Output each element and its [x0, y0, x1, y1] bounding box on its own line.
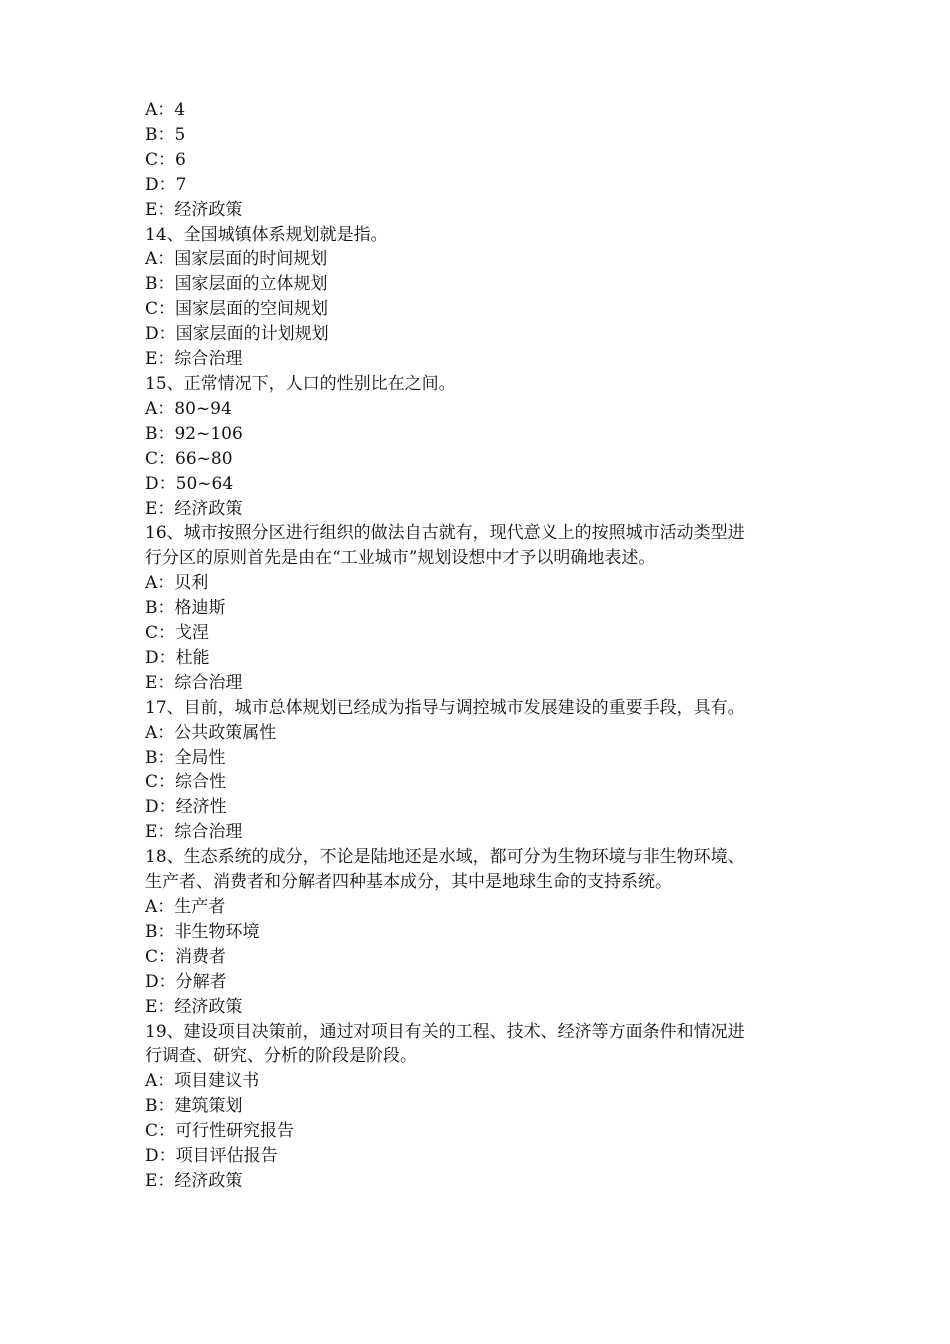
question-text-line-2: 生产者、消费者和分解者四种基本成分，其中是地球生命的支持系统。 [145, 872, 672, 893]
question-19 [145, 1020, 825, 1194]
option-d: D：经济性 [145, 797, 227, 818]
option-e: E：综合治理 [145, 822, 243, 843]
option-c: C：66~80 [145, 448, 233, 469]
option-b: B：格迪斯 [145, 598, 226, 619]
option-e: E：经济政策 [145, 1170, 243, 1191]
option-a: A：公共政策属性 [145, 722, 277, 743]
option-a: A：贝利 [145, 573, 209, 594]
option-c: C：国家层面的空间规划 [145, 299, 329, 320]
question-13-options [145, 98, 825, 223]
option-b: B：建筑策划 [145, 1096, 243, 1117]
option-c: C：6 [145, 149, 186, 170]
question-18 [145, 845, 825, 1019]
option-c: C：消费者 [145, 946, 227, 967]
option-e: E：综合治理 [145, 349, 243, 370]
option-e: E：经济政策 [145, 498, 243, 519]
question-text-line-1: 18、生态系统的成分，不论是陆地还是水域，都可分为生物环境与非生物环境、 [145, 847, 745, 868]
option-e: E：经济政策 [145, 996, 243, 1017]
option-b: B：国家层面的立体规划 [145, 274, 328, 295]
option-b: B：非生物环境 [145, 921, 260, 942]
question-text: 17、目前，城市总体规划已经成为指导与调控城市发展建设的重要手段，具有。 [145, 697, 745, 718]
option-e: E：综合治理 [145, 672, 243, 693]
option-c: C：戈涅 [145, 623, 210, 644]
option-b: B：92~106 [145, 423, 243, 444]
option-d: D：7 [145, 174, 187, 195]
option-a: A：80~94 [145, 398, 232, 419]
option-a: A：生产者 [145, 897, 226, 917]
option-a: A：国家层面的时间规划 [145, 249, 328, 270]
question-text-line-2: 行调查、研究、分析的阶段是阶段。 [145, 1046, 417, 1067]
question-text-line-1: 19、建设项目决策前，通过对项目有关的工程、技术、经济等方面条件和情况进 [145, 1021, 745, 1042]
question-text: 15、正常情况下，人口的性别比在之间。 [145, 373, 456, 394]
question-text: 14、全国城镇体系规划就是指。 [145, 224, 388, 245]
option-d: D：杜能 [145, 647, 210, 668]
question-15 [145, 372, 825, 521]
option-c: C：可行性研究报告 [145, 1121, 295, 1142]
question-text-line-1: 16、城市按照分区进行组织的做法自古就有，现代意义上的按照城市活动类型进 [145, 523, 745, 544]
option-d: D：国家层面的计划规划 [145, 324, 329, 345]
option-b: B：全局性 [145, 747, 226, 768]
option-d: D：项目评估报告 [145, 1146, 278, 1167]
question-text-line-2: 行分区的原则首先是由在“工业城市”规划设想中才予以明确地表述。 [145, 548, 656, 569]
option-a: A：4 [145, 100, 186, 120]
question-17 [145, 696, 825, 845]
option-d: D：分解者 [145, 971, 227, 992]
document-page [145, 98, 825, 1194]
option-a: A：项目建议书 [145, 1071, 260, 1092]
option-e: E：经济政策 [145, 199, 243, 220]
question-14 [145, 223, 825, 372]
option-b: B：5 [145, 124, 186, 145]
option-c: C：综合性 [145, 772, 227, 793]
option-d: D：50~64 [145, 473, 234, 494]
question-16 [145, 521, 825, 695]
